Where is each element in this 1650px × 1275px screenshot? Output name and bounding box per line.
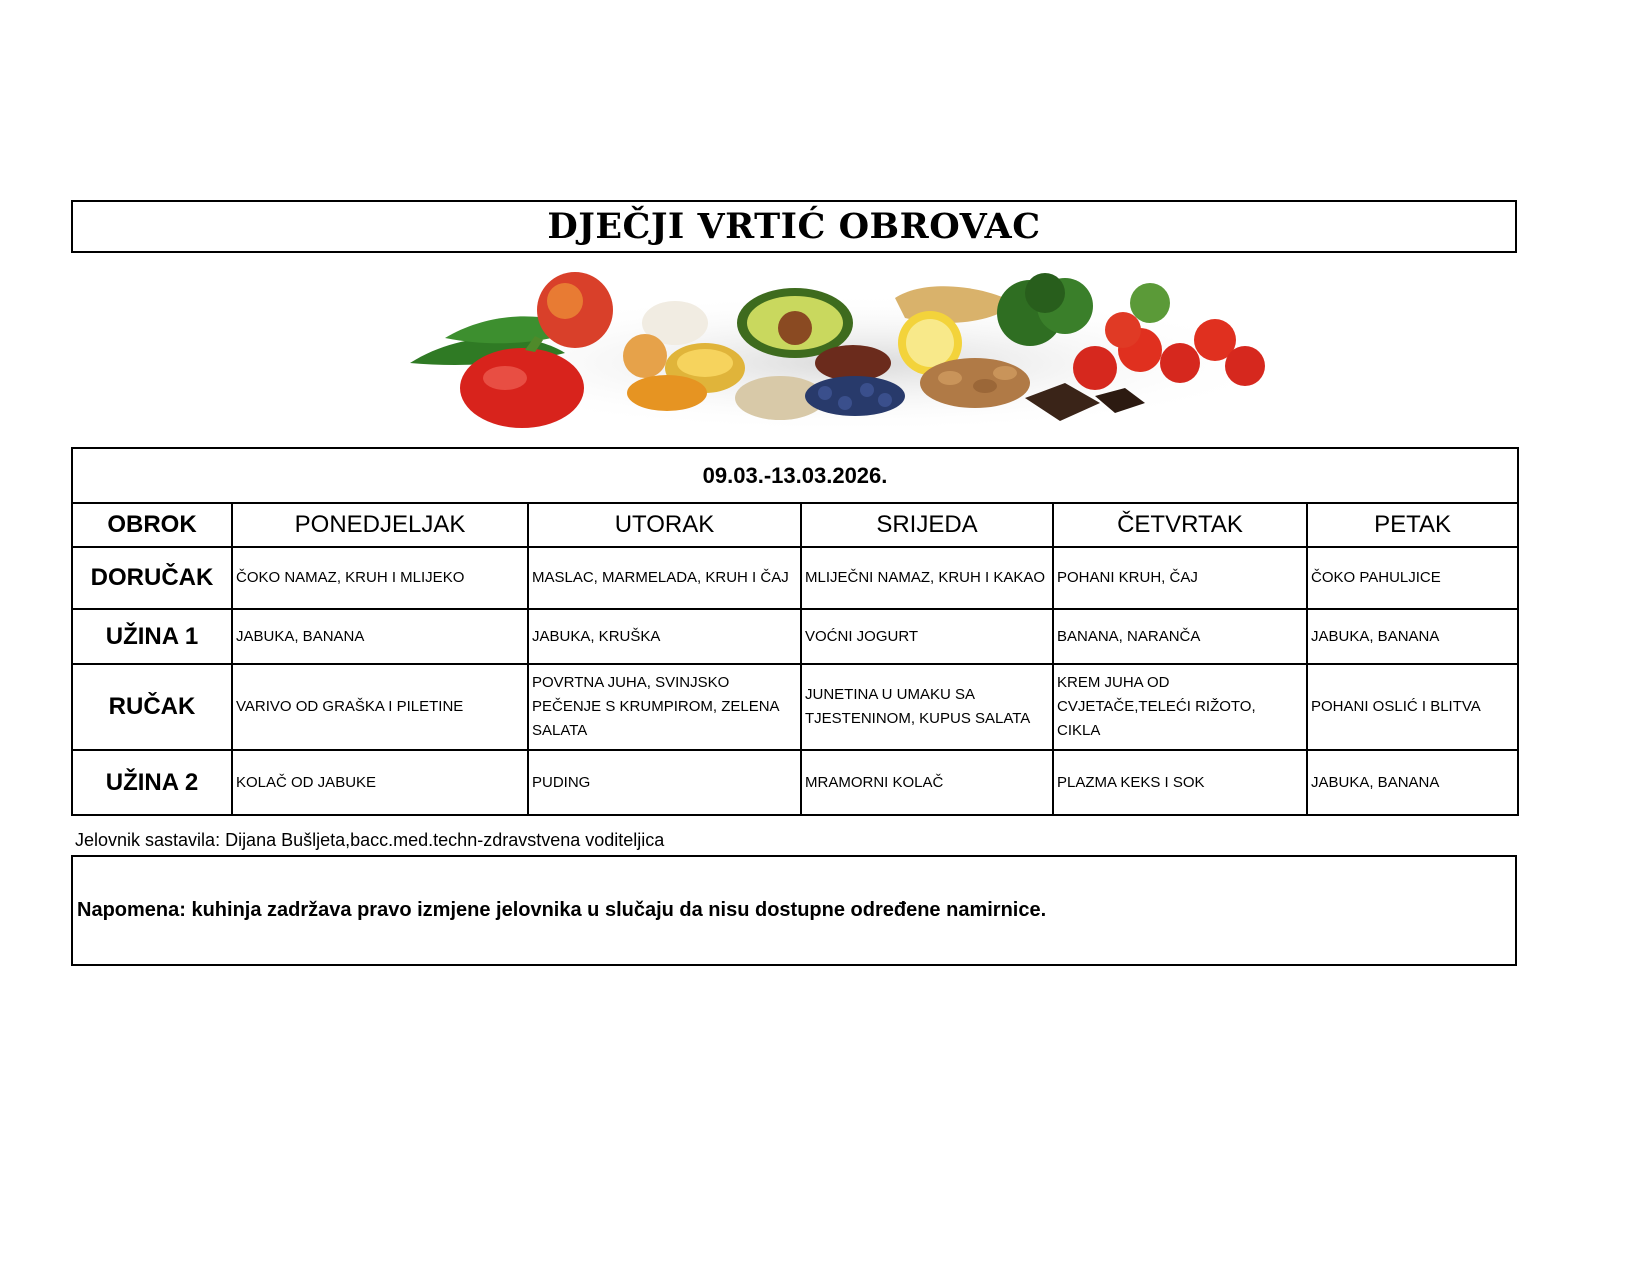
meal-cell: POVRTNA JUHA, SVINJSKO PEČENJE S KRUMPIROM, ZELENA SALATA (528, 664, 801, 750)
page-title: DJEČJI VRTIĆ OBROVAC (547, 206, 1041, 247)
meal-cell: MLIJEČNI NAMAZ, KRUH I KAKAO (801, 547, 1053, 609)
column-header: ČETVRTAK (1053, 503, 1307, 547)
vegetables-fruits-nuts-banner-image (405, 268, 1305, 433)
meal-cell: PLAZMA KEKS I SOK (1053, 750, 1307, 815)
meal-cell: KREM JUHA OD CVJETAČE,TELEĆI RIŽOTO, CIKLA (1053, 664, 1307, 750)
author-line: Jelovnik sastavila: Dijana Bušljeta,bacc.med.techn-zdravstvena voditeljica (75, 830, 665, 850)
meal-cell: JABUKA, BANANA (1307, 750, 1518, 815)
note-text: Napomena: kuhinja zadržava pravo izmjene jelovnika u slučaju da nisu dostupne određene namirnice. (77, 899, 1047, 921)
table-row (72, 547, 1518, 609)
column-header: PONEDJELJAK (232, 503, 528, 547)
column-header: PETAK (1307, 503, 1518, 547)
meal-cell: BANANA, NARANČA (1053, 609, 1307, 664)
table-row (72, 750, 1518, 815)
meal-cell: MASLAC, MARMELADA, KRUH I ČAJ (528, 547, 801, 609)
meal-name: UŽINA 2 (72, 750, 232, 815)
date-range: 09.03.-13.03.2026. (72, 448, 1518, 503)
meal-cell: ČOKO NAMAZ, KRUH I MLIJEKO (232, 547, 528, 609)
meal-cell: POHANI OSLIĆ I BLITVA (1307, 664, 1518, 750)
meal-cell: POHANI KRUH, ČAJ (1053, 547, 1307, 609)
menu-table (71, 447, 1519, 816)
meal-name: RUČAK (72, 664, 232, 750)
column-header: SRIJEDA (801, 503, 1053, 547)
meal-name: DORUČAK (72, 547, 232, 609)
note-box (71, 855, 1517, 966)
meal-cell: JABUKA, BANANA (1307, 609, 1518, 664)
title-box (71, 200, 1517, 253)
meal-cell: ČOKO PAHULJICE (1307, 547, 1518, 609)
meal-cell: VOĆNI JOGURT (801, 609, 1053, 664)
column-header: UTORAK (528, 503, 801, 547)
meal-cell: PUDING (528, 750, 801, 815)
meal-cell: KOLAČ OD JABUKE (232, 750, 528, 815)
meal-name: UŽINA 1 (72, 609, 232, 664)
meal-cell: MRAMORNI KOLAČ (801, 750, 1053, 815)
meal-cell: JABUKA, BANANA (232, 609, 528, 664)
table-row (72, 609, 1518, 664)
column-header: OBROK (72, 503, 232, 547)
table-row (72, 664, 1518, 750)
meal-cell: VARIVO OD GRAŠKA I PILETINE (232, 664, 528, 750)
header-row (72, 503, 1518, 547)
meal-cell: JABUKA, KRUŠKA (528, 609, 801, 664)
meal-cell: JUNETINA U UMAKU SA TJESTENINOM, KUPUS SALATA (801, 664, 1053, 750)
